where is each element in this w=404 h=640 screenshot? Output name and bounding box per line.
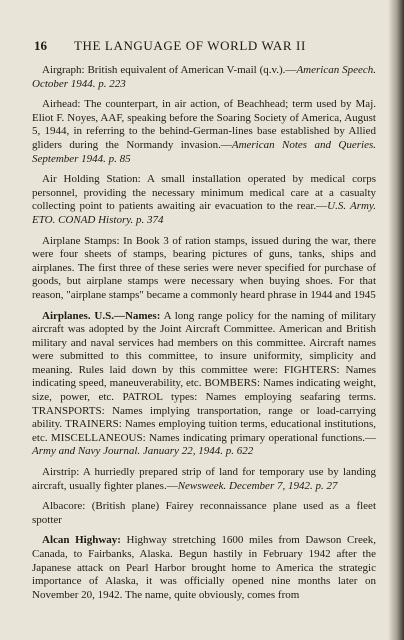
page-number: 16	[34, 38, 47, 53]
entry-term: Airgraph:	[42, 64, 85, 76]
running-title: THE LANGUAGE OF WORLD WAR II	[74, 38, 306, 53]
glossary-entry-airhead	[32, 98, 376, 166]
entry-body: A long range policy for the naming of military aircraft was adopted by the Joint Aircraft Committee. American and British military and naval services had members on this committee. Aircraft names were submitted to this committee, to insure uniformity, simplicity and meaning. Rules laid down by this committee were: FIGHTERS: Names indicating speed, maneuverability, etc. BOMBERS: Names indicating weight, size, power, etc. PATROL types: Names employing seafaring terms. TRANSPORTS: Names implying transportation, range or load-carrying ability. TRAINERS: Names employing tuition terms, educational institutions, etc. MISCELLANEOUS: Names indicating primary operational functions.—	[32, 309, 376, 444]
glossary-entry-airstrip	[32, 466, 376, 493]
entry-body: The counterpart, in air action, of Beachhead; term used by Maj. Eliot F. Noyes, AAF, speaking before the Soaring Society of America, August 5, 1944, in referring to the behind-German-lines base established by Allied gliders during the Normandy invasion.—	[32, 98, 376, 151]
glossary-entry-airplanes-us-names	[32, 310, 376, 460]
entry-term: Airstrip:	[42, 466, 80, 479]
entry-source: American Notes and Queries. September 1944. p. 85	[32, 138, 376, 165]
page-edge-shadow	[388, 0, 404, 640]
entry-source: Newsweek. December 7, 1942. p. 27	[177, 479, 338, 492]
entry-source: American Speech. October 1944. p. 223	[32, 64, 376, 90]
glossary-entry-albacore	[32, 500, 376, 527]
glossary-entry-air-holding-station	[32, 173, 376, 227]
entry-term: Alcan Highway:	[42, 534, 121, 547]
entry-body: (British plane) Fairey reconnaissance plane used as a fleet spotter	[32, 500, 376, 526]
entry-term: Airhead:	[42, 98, 81, 111]
glossary-entry-airgraph	[32, 64, 376, 91]
glossary-entry-airplane-stamps	[32, 235, 376, 303]
entry-source: Army and Navy Journal. January 22, 1944. p. 622	[32, 445, 254, 458]
entry-term: Air Holding Station:	[42, 173, 141, 186]
entry-body: A small installation operated by medical corps personnel, providing the necessary minimum medical care at a casualty collecting point to patients awaiting air evacuation to the rear.—	[32, 173, 376, 213]
glossary-entry-alcan-highway	[32, 534, 376, 602]
glossary-entries	[32, 64, 376, 609]
page-header	[34, 38, 374, 56]
entry-body: In Book 3 of ration stamps, issued during the war, there were four sheets of stamps, bearing pictures of guns, tanks, ships and airplanes. The first three of these series were never specified for purchase of goods, but airplane stamps were necessary when buying shoes. For that reason, "airplane stamps" became a commonly heard phrase in 1944 and 1945	[32, 234, 376, 301]
entry-body: Highway stretching 1600 miles from Dawson Creek, Canada, to Fairbanks, Alaska. Begun hastily in February 1942 after the Japanese attack on Pearl Harbor brought home to America the strategic importance of Alaska, it was officially opened nine months later on November 20, 1942. The name, quite obviously, comes from	[32, 534, 376, 601]
entry-term: Airplane Stamps:	[42, 234, 120, 247]
entry-body: British equivalent of American V-mail (q.v.).—	[84, 64, 297, 76]
entry-term: Airplanes. U.S.—Names:	[42, 309, 161, 322]
entry-body: A hurriedly prepared strip of land for temporary use by landing aircraft, usually fighter planes.—	[32, 466, 376, 492]
entry-term: Albacore:	[42, 500, 86, 513]
entry-source: U.S. Army. ETO. CONAD History. p. 374	[32, 200, 377, 226]
